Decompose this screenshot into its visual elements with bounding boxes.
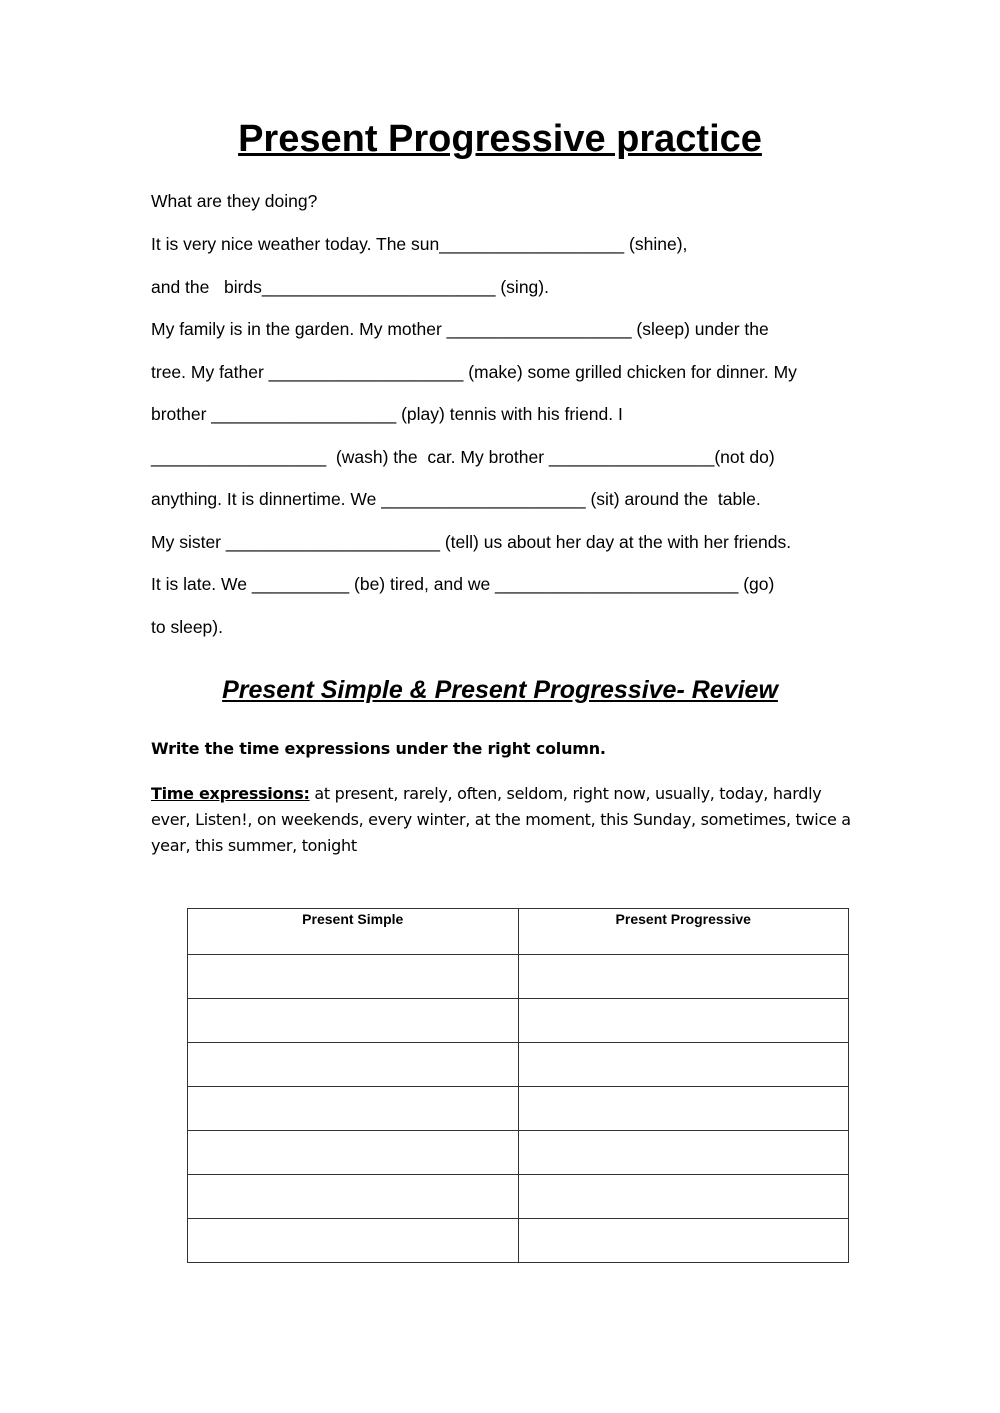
exercise-line: My sister ______________________ (tell) us about her day at the with her friends. (151, 532, 792, 552)
exercise-line: brother ___________________ (play) tennis with his friend. I (151, 404, 623, 424)
table-row (188, 1175, 849, 1219)
answer-cell[interactable] (188, 1175, 519, 1219)
time-expressions-label: Time expressions: (151, 784, 310, 803)
table-row (188, 1087, 849, 1131)
exercise-line: It is very nice weather today. The sun___________________ (shine), (151, 234, 688, 254)
exercise-line: It is late. We __________ (be) tired, and we _________________________ (go) (151, 574, 775, 594)
table-row (188, 1131, 849, 1175)
answer-cell[interactable] (518, 1131, 849, 1175)
table-row (188, 999, 849, 1043)
exercise-line: What are they doing? (151, 191, 318, 211)
page-title: Present Progressive practice (238, 118, 762, 160)
exercise-line: __________________ (wash) the car. My brother _________________(not do) (151, 447, 775, 467)
exercise-line: to sleep). (151, 617, 223, 637)
answer-cell[interactable] (188, 999, 519, 1043)
answer-cell[interactable] (188, 1219, 519, 1263)
answer-table (187, 908, 849, 1263)
table-header-row (188, 909, 849, 955)
exercise-line: anything. It is dinnertime. We _____________________ (sit) around the table. (151, 489, 761, 509)
exercise-line: tree. My father ____________________ (make) some grilled chicken for dinner. My (151, 362, 797, 382)
answer-cell[interactable] (188, 1043, 519, 1087)
table-row (188, 955, 849, 999)
time-expressions (151, 781, 851, 859)
exercise-line: My family is in the garden. My mother ___________________ (sleep) under the (151, 319, 769, 339)
table-row (188, 1219, 849, 1263)
answer-cell[interactable] (188, 1087, 519, 1131)
table-row (188, 1043, 849, 1087)
time-expressions-list: at present, rarely, often, seldom, right now, usually, today, hardly ever, Listen!, on weekends, every winter, at the moment, this Sunday, sometimes, twice a year, this summer, tonight (151, 784, 851, 855)
answer-cell[interactable] (518, 1175, 849, 1219)
exercise-line: and the birds________________________ (sing). (151, 277, 549, 297)
answer-cell[interactable] (518, 1043, 849, 1087)
answer-cell[interactable] (188, 955, 519, 999)
section-subtitle: Present Simple & Present Progressive- Review (222, 676, 778, 704)
answer-cell[interactable] (518, 955, 849, 999)
header-present-progressive: Present Progressive (518, 909, 849, 955)
instruction: Write the time expressions under the right column. (151, 739, 606, 758)
answer-cell[interactable] (518, 999, 849, 1043)
answer-cell[interactable] (518, 1087, 849, 1131)
answer-cell[interactable] (188, 1131, 519, 1175)
header-present-simple: Present Simple (188, 909, 519, 955)
answer-cell[interactable] (518, 1219, 849, 1263)
